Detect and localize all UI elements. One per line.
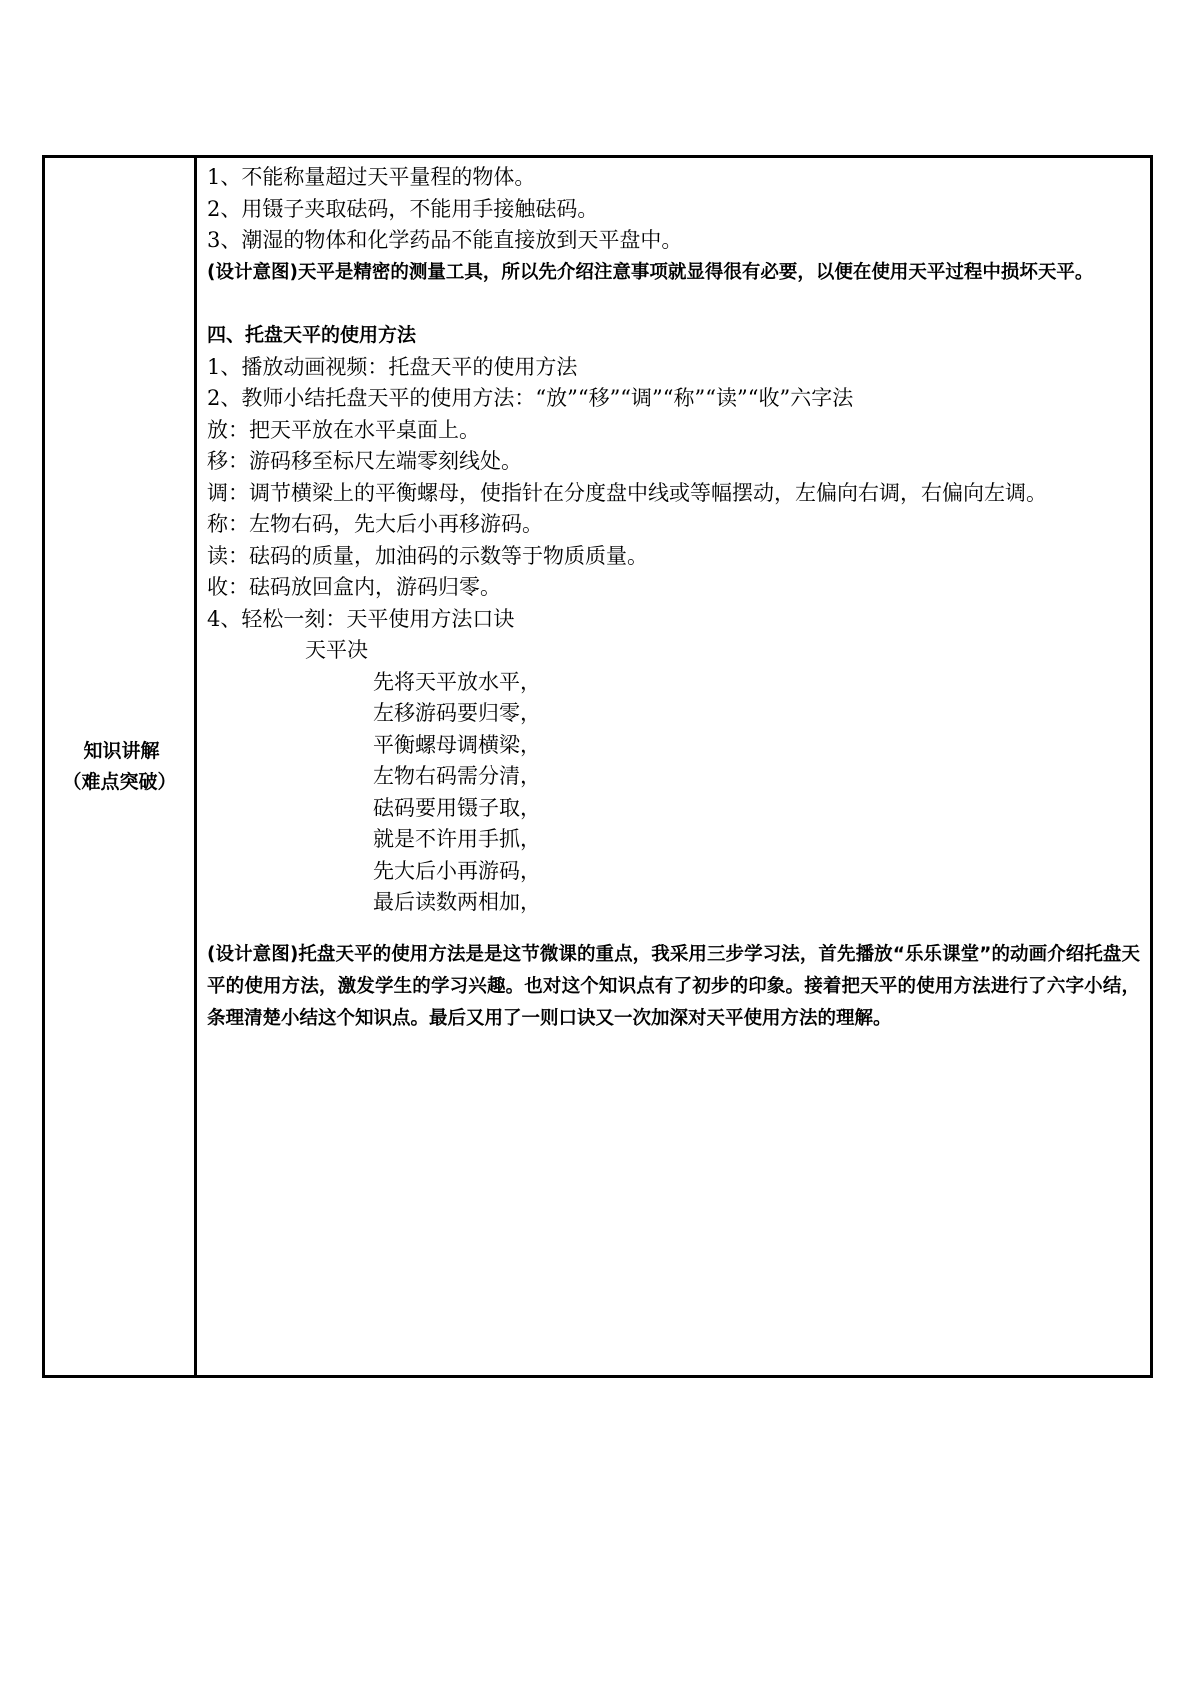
poem-title: 天平决 [305,638,368,662]
caution-item: 1、不能称量超过天平量程的物体。 [207,165,536,189]
step-item: 4、轻松一刻：天平使用方法口诀 [207,606,515,631]
content-cell [197,158,1150,1375]
method-item: 读：砝码的质量，加油码的示数等于物质质量。 [207,543,648,568]
method-item: 收：砝码放回盒内，游码归零。 [207,575,501,599]
spacer [207,919,1140,939]
section-title: 四、托盘天平的使用方法 [207,324,417,346]
method-item: 称：左物右码，先大后小再移游码。 [207,512,543,536]
step-item: 1、播放动画视频：托盘天平的使用方法 [207,354,578,379]
poem-line: 左物右码需分清， [373,764,541,788]
method-item: 放：把天平放在水平桌面上。 [207,417,480,442]
poem-line: 先将天平放水平， [373,669,541,694]
poem-line: 最后读数两相加， [373,890,541,914]
spacer [207,289,1140,321]
poem-line: 砝码要用镊子取， [373,795,541,820]
caution-item: 3、潮湿的物体和化学药品不能直接放到天平盘中。 [207,228,683,252]
poem-line: 平衡螺母调横梁， [373,732,541,757]
method-item: 移：游码移至标尺左端零刻线处。 [207,449,522,473]
section-label-cell [45,158,197,1375]
poem-line: 先大后小再游码， [373,858,541,883]
poem-line: 左移游码要归零， [373,701,541,725]
caution-item: 2、用镊子夹取砝码，不能用手接触砝码。 [207,196,599,221]
design-note: (设计意图)托盘天平的使用方法是是这节微课的重点，我采用三步学习法，首先播放“乐乐课堂”的动画介绍托盘天平的使用方法，激发学生的学习兴趣。也对这个知识点有了初步的印象。接着把天平的使用方法进行了六字小结，条理清楚小结这个知识点。最后又用了一则口诀又一次加深对天平使用方法的理解。 [207,943,1140,1029]
method-item: 调：调节横梁上的平衡螺母，使指针在分度盘中线或等幅摆动，左偏向右调，右偏向左调。 [207,480,1047,505]
step-item: 2、教师小结托盘天平的使用方法：“放”“移”“调”“称”“读”“收”六字法 [207,386,854,410]
poem-line: 就是不许用手抓， [373,827,541,851]
design-note: (设计意图)天平是精密的测量工具，所以先介绍注意事项就显得很有必要，以便在使用天平过程中损坏天平。 [207,261,1094,283]
section-sublabel: （难点突破） [62,770,177,793]
lesson-table [42,155,1153,1378]
section-label: 知识讲解 [83,739,160,762]
